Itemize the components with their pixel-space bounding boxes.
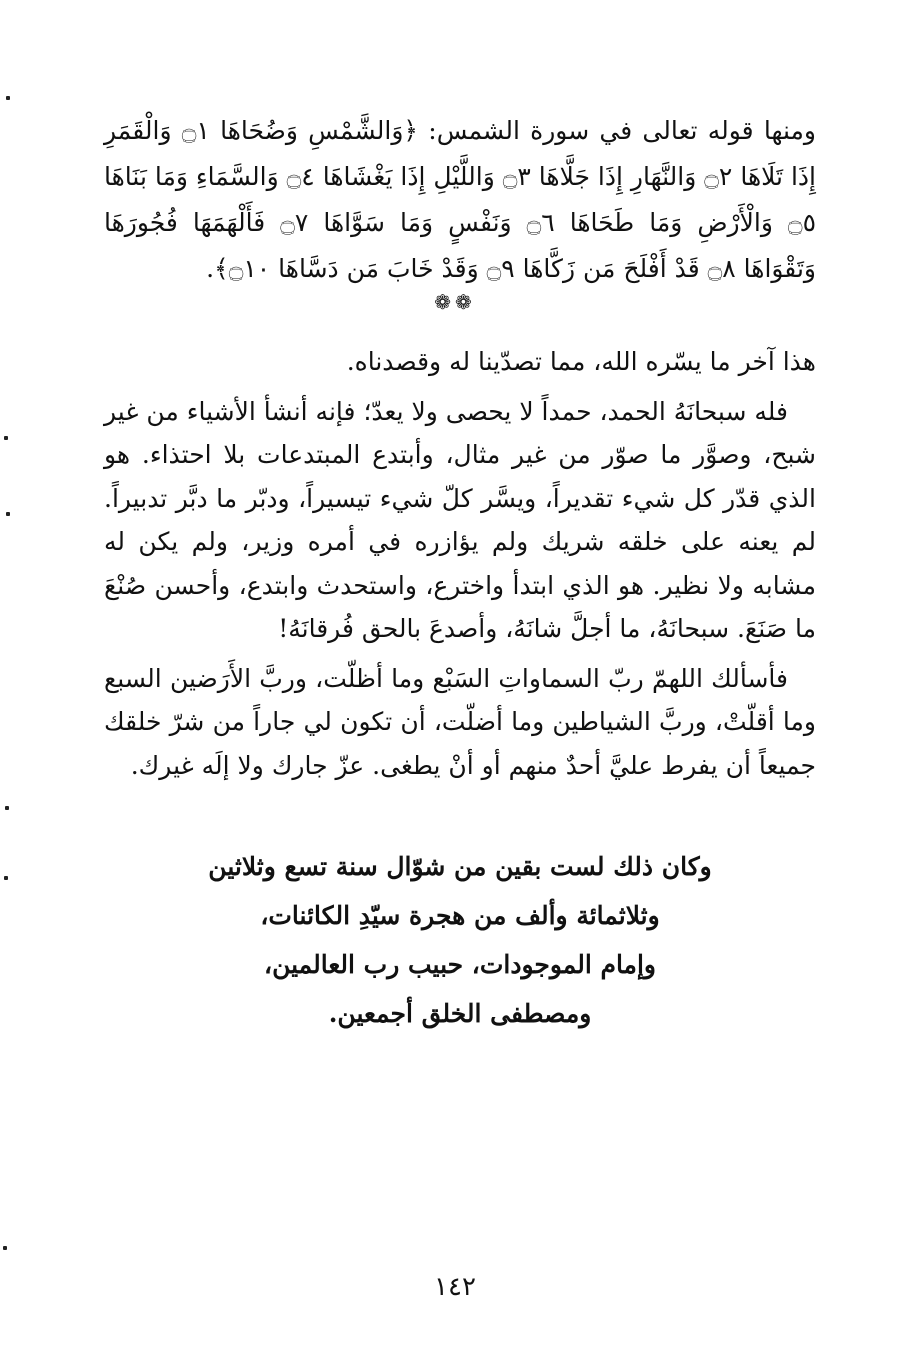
colophon [104, 842, 816, 1038]
margin-speck [3, 1246, 7, 1250]
paragraph: هذا آخر ما يسّره الله، مما تصدّينا له وقصدناه. [346, 347, 816, 376]
colophon-line: ومصطفى الخلق أجمعين. [328, 999, 592, 1028]
margin-speck [6, 96, 10, 100]
body-text [104, 340, 816, 787]
colophon-line: وكان ذلك لست بقين من شوّال سنة تسع وثلاثين [208, 852, 712, 881]
quran-passage: ومنها قوله تعالى في سورة الشمس: ﴿وَالشَّمْسِ وَضُحَاهَا ۝١ وَالْقَمَرِ إِذَا تَلَاهَا ۝٢ وَالنَّهَارِ إِذَا جَلَّاهَا ۝٣ وَاللَّيْلِ إِذَا يَغْشَاهَا ۝٤ وَالسَّمَاءِ وَمَا بَنَاهَا ۝٥ وَالْأَرْضِ وَمَا طَحَاهَا ۝٦ وَنَفْسٍ وَمَا سَوَّاهَا ۝٧ فَأَلْهَمَهَا فُجُورَهَا وَتَقْوَاهَا ۝٨ قَدْ أَفْلَحَ مَن زَكَّاهَا ۝٩ وَقَدْ خَابَ مَن دَسَّاهَا ۝١٠﴾. [104, 116, 816, 283]
section-separator: ❁❁ [434, 290, 476, 314]
paragraph: فأسألك اللهمّ ربّ السماواتِ السَبْع وما أظلّت، وربَّ الأَرَضين السبع وما أقلّتْ، وربَّ الشياطين وما أضلّت، أن تكون لي جاراً من شرّ خلقك جميعاً أن يفرط عليَّ أحدٌ منهم أو أنْ يطغى. عزّ جارك ولا إلَه غيرك. [104, 663, 816, 780]
colophon-line: وثلاثمائة وألف من هجرة سيّدِ الكائنات، [260, 901, 660, 930]
margin-speck [4, 876, 8, 880]
margin-speck [5, 806, 9, 810]
colophon-line: وإمام الموجودات، حبيب رب العالمين، [264, 950, 656, 979]
paragraph: فله سبحانَهُ الحمد، حمداً لا يحصى ولا يعدّ؛ فإنه أنشأ الأشياء من غير شبح، وصوَّر ما صوّر من غير مثال، وأبتدع المبتدعات بلا احتذاء. هو الذي قدّر كل شيء تقديراً، ويسَّر كلّ شيء تيسيراً، ودبّر ما دبَّر تدبيراً. لم يعنه على خلقه شريك ولم يؤازره في أمره وزير، ولم يكن له مشابه ولا نظير. هو الذي ابتدأ واخترع، واستحدث وابتدع، وأحسن صُنْعَ ما صَنَعَ. سبحانَهُ، ما أجلَّ شانَهُ، وأصدعَ بالحق فُرقانَهُ! [104, 396, 816, 643]
margin-speck [6, 512, 10, 516]
page-number: ١٤٢ [434, 1272, 476, 1302]
margin-speck [4, 436, 8, 440]
